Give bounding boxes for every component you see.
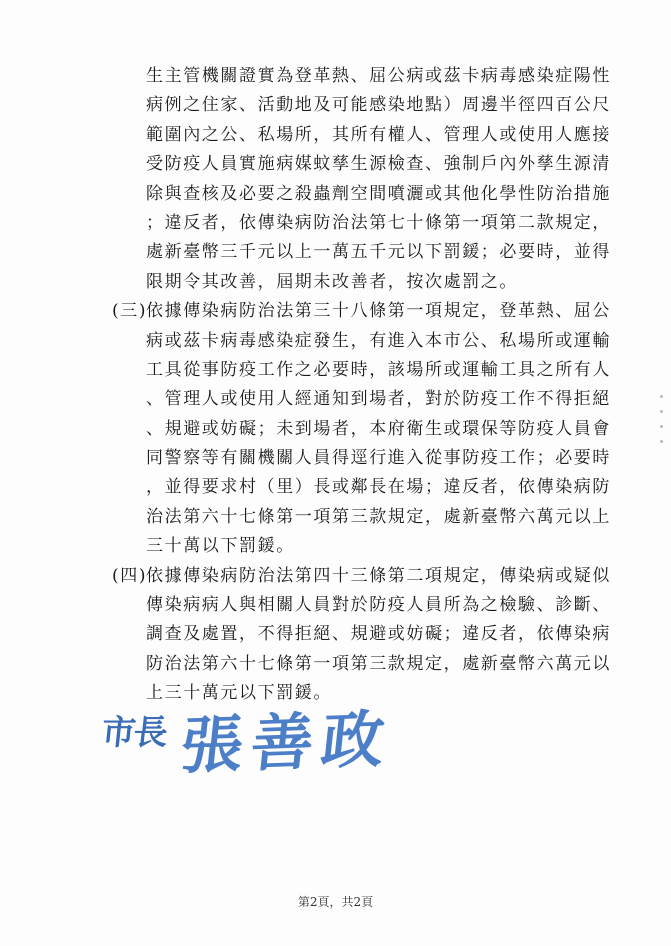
item-marker: (四)	[112, 565, 148, 586]
binding-hole-marks	[659, 395, 665, 455]
signature-name: 張善政	[177, 702, 396, 783]
signature-title: 市長	[99, 713, 168, 753]
text-line: 除與查核及必要之殺蟲劑空間噴灑或其他化學性防治措施	[146, 183, 611, 204]
text-line: 病例之住家、活動地及可能感染地點）周邊半徑四百公尺	[146, 95, 611, 116]
text-line: 工具從事防疫工作之必要時，該場所或運輸工具之所有人	[146, 359, 611, 380]
text-line: 同警察等有關機關人員得逕行進入從事防疫工作；必要時	[146, 448, 611, 469]
text-line: 、規避或妨礙；未到場者，本府衛生或環保等防疫人員會	[146, 418, 611, 439]
list-item-4	[112, 562, 632, 709]
text-line: 受防疫人員實施病媒蚊孳生源檢查、強制戶內外孳生源清	[146, 154, 611, 175]
text-line: 依據傳染病防治法第四十三條第二項規定，傳染病或疑似	[146, 565, 611, 586]
text-line: 傳染病病人與相關人員對於防疫人員所為之檢驗、診斷、	[146, 595, 611, 616]
text-line: 、管理人或使用人經通知到場者，對於防疫工作不得拒絕	[146, 389, 611, 410]
list-item-3	[112, 297, 632, 562]
document-body	[112, 62, 632, 709]
text-line: 調查及處置，不得拒絕、規避或妨礙；違反者，依傳染病	[146, 624, 611, 645]
text-line: 處新臺幣三千元以上一萬五千元以下罰鍰；必要時，並得	[146, 242, 611, 263]
text-line: 防治法第六十七條第一項第三款規定，處新臺幣六萬元以	[146, 653, 611, 674]
text-line: 病或茲卡病毒感染症發生，有進入本市公、私場所或運輸	[146, 330, 611, 351]
text-line: 範圍內之公、私場所，其所有權人、管理人或使用人應接	[146, 124, 611, 145]
page-footer: 第2頁，共2頁	[297, 895, 374, 909]
text-line: 治法第六十七條第一項第三款規定，處新臺幣六萬元以上	[146, 506, 611, 527]
text-line: 限期令其改善，屆期未改善者，按次處罰之。	[146, 271, 518, 292]
text-line: ；違反者，依傳染病防治法第七十條第一項第二款規定，	[146, 212, 611, 233]
text-line: 生主管機關證實為登革熱、屈公病或茲卡病毒感染症陽性	[146, 66, 611, 86]
paragraph-continuation	[112, 62, 632, 297]
mayor-signature-stamp	[99, 695, 442, 783]
item-marker: (三)	[112, 301, 148, 322]
text-line: ，並得要求村（里）長或鄰長在場；違反者，依傳染病防	[146, 477, 611, 498]
text-line: 依據傳染病防治法第三十八條第一項規定，登革熱、屈公	[146, 301, 611, 322]
text-line: 三十萬以下罰鍰。	[146, 536, 295, 557]
text-line: 上三十萬元以下罰鍰。	[146, 683, 332, 704]
